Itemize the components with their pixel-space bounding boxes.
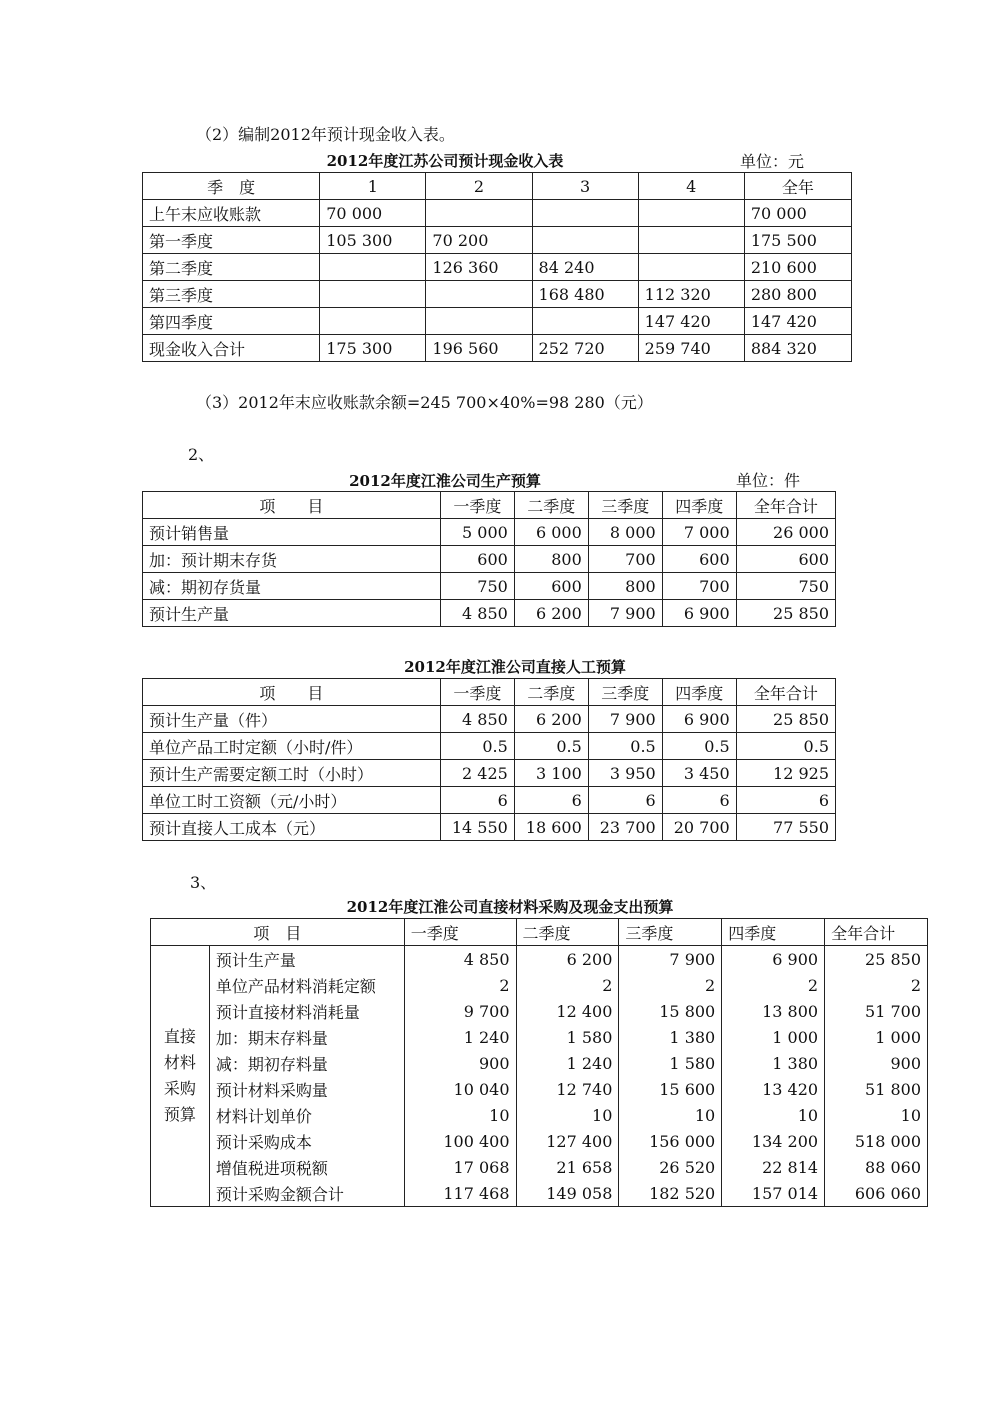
row-label: 预计直接材料消耗量 [209, 998, 404, 1024]
table-cell: 25 850 [736, 600, 835, 627]
table-cell: 10 [825, 1102, 928, 1128]
table-cell: 600 [736, 546, 835, 573]
table-cell: 6 [588, 787, 662, 814]
table-cell: 134 200 [722, 1128, 825, 1154]
table-cell: 70 200 [426, 227, 532, 254]
row-label: 预计生产需要定额工时（小时） [143, 760, 441, 787]
table-row [151, 1180, 928, 1207]
material-purchase-budget-title: 2012年度江淮公司直接材料采购及现金支出预算 [346, 898, 674, 916]
header-cell: 项 目 [143, 679, 441, 706]
table-cell: 147 420 [638, 308, 744, 335]
section1-intro: （2）编制2012年预计现金收入表。 [196, 125, 455, 144]
table-cell: 10 [516, 1102, 619, 1128]
header-cell: 全年合计 [736, 492, 835, 519]
table-cell [532, 308, 638, 335]
table-cell: 4 850 [404, 946, 516, 973]
table-cell [320, 254, 426, 281]
header-cell: 二季度 [514, 492, 588, 519]
production-budget-unit: 单位：件 [736, 471, 801, 490]
row-label: 预计销售量 [143, 519, 441, 546]
cash-receipt-unit: 单位：元 [740, 152, 805, 171]
table-cell: 1 380 [722, 1050, 825, 1076]
group-label-line: 预算 [163, 1105, 196, 1124]
table-cell: 70 000 [320, 200, 426, 227]
table-row [151, 1102, 928, 1128]
table-cell: 12 925 [736, 760, 835, 787]
table-cell: 6 200 [516, 946, 619, 973]
row-label: 第四季度 [143, 308, 320, 335]
table-cell: 84 240 [532, 254, 638, 281]
table-cell: 17 068 [404, 1154, 516, 1180]
table-cell: 2 [619, 972, 722, 998]
table-cell: 8 000 [588, 519, 662, 546]
table-cell: 3 950 [588, 760, 662, 787]
table-cell: 0.5 [588, 733, 662, 760]
table-cell: 175 300 [320, 335, 426, 362]
table-cell: 884 320 [744, 335, 851, 362]
table-cell: 4 850 [440, 600, 514, 627]
table-cell: 22 814 [722, 1154, 825, 1180]
table-row [151, 1024, 928, 1050]
table-row [151, 998, 928, 1024]
table-cell: 21 658 [516, 1154, 619, 1180]
table-cell: 700 [662, 573, 736, 600]
table-cell: 3 100 [514, 760, 588, 787]
table-cell: 26 000 [736, 519, 835, 546]
table-header-row [143, 679, 836, 706]
table-cell: 2 [404, 972, 516, 998]
table-row [143, 227, 852, 254]
header-cell: 全年 [744, 173, 851, 200]
table-header-row [143, 492, 836, 519]
receivable-balance-note: （3）2012年末应收账款余额=245 700×40%=98 280（元） [196, 393, 653, 412]
row-label: 第一季度 [143, 227, 320, 254]
table-cell: 0.5 [736, 733, 835, 760]
table-cell: 51 700 [825, 998, 928, 1024]
header-cell: 四季度 [722, 919, 825, 946]
table-cell: 900 [404, 1050, 516, 1076]
row-label: 材料计划单价 [209, 1102, 404, 1128]
table-cell: 600 [514, 573, 588, 600]
table-cell: 13 420 [722, 1076, 825, 1102]
table-cell: 7 900 [619, 946, 722, 973]
table-cell: 1 240 [404, 1024, 516, 1050]
header-cell: 三季度 [619, 919, 722, 946]
table-cell [638, 200, 744, 227]
table-cell: 600 [662, 546, 736, 573]
table-cell: 800 [514, 546, 588, 573]
table-row [151, 946, 928, 973]
table-row [143, 787, 836, 814]
table-row [143, 519, 836, 546]
table-cell: 7 000 [662, 519, 736, 546]
row-label: 单位产品材料消耗定额 [209, 972, 404, 998]
material-purchase-budget-table [150, 918, 928, 1207]
cash-receipt-table-title: 2012年度江苏公司预计现金收入表 [326, 152, 564, 170]
table-row [143, 308, 852, 335]
table-cell: 280 800 [744, 281, 851, 308]
row-label: 上午末应收账款 [143, 200, 320, 227]
row-label: 加：预计期末存货 [143, 546, 441, 573]
table-row [143, 254, 852, 281]
table-cell: 105 300 [320, 227, 426, 254]
header-cell: 二季度 [514, 679, 588, 706]
table-row [151, 972, 928, 998]
table-cell: 13 800 [722, 998, 825, 1024]
table-cell [532, 227, 638, 254]
table-cell [426, 281, 532, 308]
table-cell: 175 500 [744, 227, 851, 254]
table-cell: 10 [722, 1102, 825, 1128]
table-cell: 252 720 [532, 335, 638, 362]
table-row [151, 1050, 928, 1076]
table-cell: 518 000 [825, 1128, 928, 1154]
table-cell: 6 000 [514, 519, 588, 546]
table-row [151, 1076, 928, 1102]
table-cell: 6 200 [514, 706, 588, 733]
table-cell: 12 400 [516, 998, 619, 1024]
table-cell: 10 [404, 1102, 516, 1128]
production-budget-table [142, 491, 836, 627]
header-cell: 全年合计 [736, 679, 835, 706]
table-row [143, 706, 836, 733]
cash-receipt-table [142, 172, 852, 362]
section2-number: 2、 [188, 445, 215, 464]
table-cell: 20 700 [662, 814, 736, 841]
row-label: 单位工时工资额（元/小时） [143, 787, 441, 814]
table-cell: 126 360 [426, 254, 532, 281]
table-cell: 0.5 [440, 733, 514, 760]
row-label: 增值税进项税额 [209, 1154, 404, 1180]
table-cell: 147 420 [744, 308, 851, 335]
table-cell: 9 700 [404, 998, 516, 1024]
table-cell: 900 [825, 1050, 928, 1076]
table-cell [638, 227, 744, 254]
table-cell: 112 320 [638, 281, 744, 308]
row-label: 单位产品工时定额（小时/件） [143, 733, 441, 760]
row-label: 预计生产量（件） [143, 706, 441, 733]
table-cell: 26 520 [619, 1154, 722, 1180]
table-cell: 12 740 [516, 1076, 619, 1102]
table-row [143, 573, 836, 600]
table-cell: 196 560 [426, 335, 532, 362]
table-cell: 2 [516, 972, 619, 998]
header-cell: 三季度 [588, 492, 662, 519]
table-cell: 14 550 [440, 814, 514, 841]
table-cell: 25 850 [825, 946, 928, 973]
table-row [143, 814, 836, 841]
table-cell: 18 600 [514, 814, 588, 841]
table-cell: 700 [588, 546, 662, 573]
group-label-line: 材料 [163, 1053, 196, 1072]
table-header-row [143, 173, 852, 200]
table-cell: 259 740 [638, 335, 744, 362]
header-cell: 全年合计 [825, 919, 928, 946]
table-cell: 1 380 [619, 1024, 722, 1050]
row-label: 第三季度 [143, 281, 320, 308]
table-cell: 1 240 [516, 1050, 619, 1076]
row-label: 减：期初存料量 [209, 1050, 404, 1076]
table-cell: 15 600 [619, 1076, 722, 1102]
table-cell: 100 400 [404, 1128, 516, 1154]
header-cell: 4 [638, 173, 744, 200]
table-cell: 117 468 [404, 1180, 516, 1207]
table-cell: 25 850 [736, 706, 835, 733]
header-cell: 一季度 [440, 679, 514, 706]
row-label: 预计直接人工成本（元） [143, 814, 441, 841]
table-cell: 6 900 [662, 600, 736, 627]
direct-labor-budget-title: 2012年度江淮公司直接人工预算 [404, 658, 626, 676]
table-row [143, 335, 852, 362]
table-cell: 3 450 [662, 760, 736, 787]
table-cell: 10 [619, 1102, 722, 1128]
table-cell: 5 000 [440, 519, 514, 546]
table-cell: 51 800 [825, 1076, 928, 1102]
table-cell: 6 900 [722, 946, 825, 973]
table-cell: 157 014 [722, 1180, 825, 1207]
table-cell: 127 400 [516, 1128, 619, 1154]
group-label-line: 采购 [163, 1079, 196, 1098]
header-cell: 三季度 [588, 679, 662, 706]
table-cell: 168 480 [532, 281, 638, 308]
header-cell: 季 度 [143, 173, 320, 200]
group-label-line: 直接 [163, 1027, 196, 1046]
header-cell: 二季度 [516, 919, 619, 946]
production-budget-title: 2012年度江淮公司生产预算 [349, 472, 541, 490]
table-cell: 6 [662, 787, 736, 814]
row-label: 预计生产量 [143, 600, 441, 627]
table-cell: 2 [722, 972, 825, 998]
table-cell [426, 200, 532, 227]
table-cell: 149 058 [516, 1180, 619, 1207]
table-cell: 156 000 [619, 1128, 722, 1154]
row-label: 第二季度 [143, 254, 320, 281]
table-cell: 2 [825, 972, 928, 998]
header-cell: 四季度 [662, 492, 736, 519]
row-label: 预计材料采购量 [209, 1076, 404, 1102]
table-cell: 23 700 [588, 814, 662, 841]
table-cell: 1 580 [619, 1050, 722, 1076]
table-row [143, 600, 836, 627]
table-cell: 750 [736, 573, 835, 600]
table-cell: 1 000 [825, 1024, 928, 1050]
table-row [143, 760, 836, 787]
table-cell: 70 000 [744, 200, 851, 227]
header-cell: 项 目 [151, 919, 405, 946]
table-header-row [151, 919, 928, 946]
table-row [143, 281, 852, 308]
row-label: 减：期初存货量 [143, 573, 441, 600]
table-cell [638, 254, 744, 281]
table-cell [426, 308, 532, 335]
row-label: 预计采购成本 [209, 1128, 404, 1154]
header-cell: 一季度 [440, 492, 514, 519]
table-row [143, 546, 836, 573]
table-cell: 4 850 [440, 706, 514, 733]
section3-number: 3、 [190, 873, 217, 892]
table-cell [320, 308, 426, 335]
table-cell: 6 [736, 787, 835, 814]
header-cell: 一季度 [404, 919, 516, 946]
table-cell: 182 520 [619, 1180, 722, 1207]
table-cell: 800 [588, 573, 662, 600]
table-row [151, 1154, 928, 1180]
table-cell: 210 600 [744, 254, 851, 281]
table-cell: 7 900 [588, 600, 662, 627]
table-cell: 1 000 [722, 1024, 825, 1050]
row-label: 现金收入合计 [143, 335, 320, 362]
table-cell: 10 040 [404, 1076, 516, 1102]
table-cell: 606 060 [825, 1180, 928, 1207]
table-cell: 1 580 [516, 1024, 619, 1050]
table-cell [320, 281, 426, 308]
table-cell: 7 900 [588, 706, 662, 733]
table-row [143, 733, 836, 760]
group-label-direct-material-purchase [151, 946, 210, 1207]
table-cell: 600 [440, 546, 514, 573]
table-cell: 6 [440, 787, 514, 814]
table-cell: 0.5 [662, 733, 736, 760]
header-cell: 四季度 [662, 679, 736, 706]
table-cell: 15 800 [619, 998, 722, 1024]
header-cell: 1 [320, 173, 426, 200]
header-cell: 项 目 [143, 492, 441, 519]
table-cell: 6 900 [662, 706, 736, 733]
header-cell: 2 [426, 173, 532, 200]
direct-labor-budget-table [142, 678, 836, 841]
row-label: 预计生产量 [209, 946, 404, 973]
header-cell: 3 [532, 173, 638, 200]
table-cell: 77 550 [736, 814, 835, 841]
row-label: 预计采购金额合计 [209, 1180, 404, 1207]
table-row [143, 200, 852, 227]
table-cell: 0.5 [514, 733, 588, 760]
table-cell: 2 425 [440, 760, 514, 787]
row-label: 加：期末存料量 [209, 1024, 404, 1050]
table-cell: 88 060 [825, 1154, 928, 1180]
table-row [151, 1128, 928, 1154]
table-cell: 6 200 [514, 600, 588, 627]
table-cell [532, 200, 638, 227]
table-cell: 750 [440, 573, 514, 600]
table-cell: 6 [514, 787, 588, 814]
